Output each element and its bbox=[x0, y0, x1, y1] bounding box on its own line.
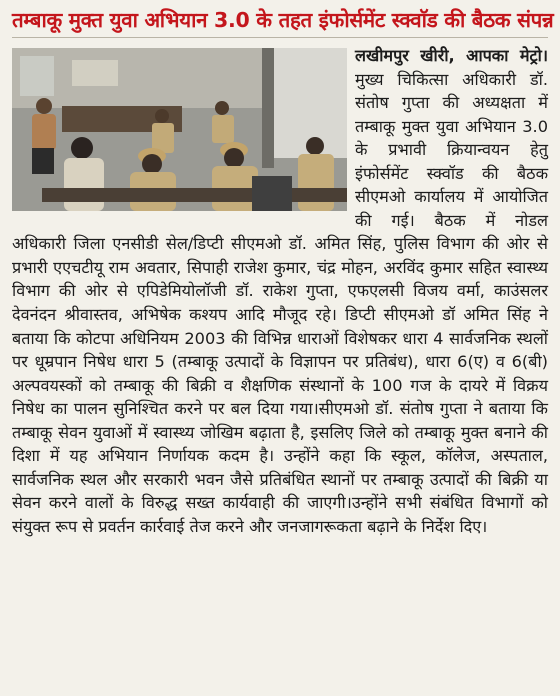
article-body bbox=[12, 44, 548, 538]
meeting-photo bbox=[12, 48, 347, 211]
dateline: लखीमपुर खीरी, आपका मेट्रो। bbox=[355, 46, 548, 65]
meeting-scene-illustration bbox=[12, 48, 347, 211]
body-paragraph: मुख्य चिकित्सा अधिकारी डॉ. संतोष गुप्ता की अध्यक्षता में तम्बाकू मुक्त युवा अभियान 3.0 के प्रभावी क्रियान्वयन हेतु इंफोर्समेंट स्क्वॉड की बैठक सीएमओ कार्यालय में आयोजित की गई। बैठक में नोडल अधिकारी जिला एनसीडी सेल/डिप्टी सीएमओ डॉ. अमित सिंह, पुलिस विभाग की ओर से प्रभारी एएचटीयू राम अवतार, सिपाही राजेश कुमार, चंद्र मोहन, अरविंद कुमार सहित स्वास्थ्य विभाग की ओर से एपिडेमियोलॉजी डॉ. राकेश गुप्ता, एफएलसी विजय वर्मा, काउंसलर देवनंदन श्रीवास्तव, अभिषेक कश्यप आदि मौजूद रहे। डिप्टी सीएमओ डॉ अमित सिंह ने बताया कि कोटपा अधिनियम 2003 की विभिन्न धाराओं विशेषकर धारा 4 सार्वजनिक स्थलों पर धूम्रपान निषेध धारा 5 (तम्बाकू उत्पादों के विज्ञापन पर प्रतिबंध), धारा 6(ए) व 6(बी) अल्पवयस्कों को तम्बाकू की बिक्री व शैक्षणिक संस्थानों के 100 गज के दायरे में विक्रय निषेध का पालन सुनिश्चित करने पर बल दिया गया।सीएमओ डॉ. संतोष गुप्ता ने बताया कि तम्बाकू सेवन युवाओं में स्वास्थ्य जोखिम बढ़ाता है, इसलिए जिले को तम्बाकू मुक्त बनाने की दिशा में यह अभियान निर्णायक कदम है। उन्होंने कहा कि स्कूल, कॉलेज, अस्पताल, सार्वजनिक स्थल और सरकारी भवन जैसे प्रतिबंधित स्थानों पर तम्बाकू उत्पादों की बिक्री या सेवन करने वालों के विरुद्ध सख्त कार्यवाही की जाएगी।उन्होंने सभी संबंधित विभागों को संयुक्त रूप से प्रवर्तन कार्रवाई तेज करने और जनजागरूकता बढ़ाने के निर्देश दिए। bbox=[12, 69, 548, 536]
headline: तम्बाकू मुक्त युवा अभियान 3.0 के तहत इंफोर्समेंट स्क्वाॅड की बैठक संपन्न bbox=[12, 6, 548, 38]
